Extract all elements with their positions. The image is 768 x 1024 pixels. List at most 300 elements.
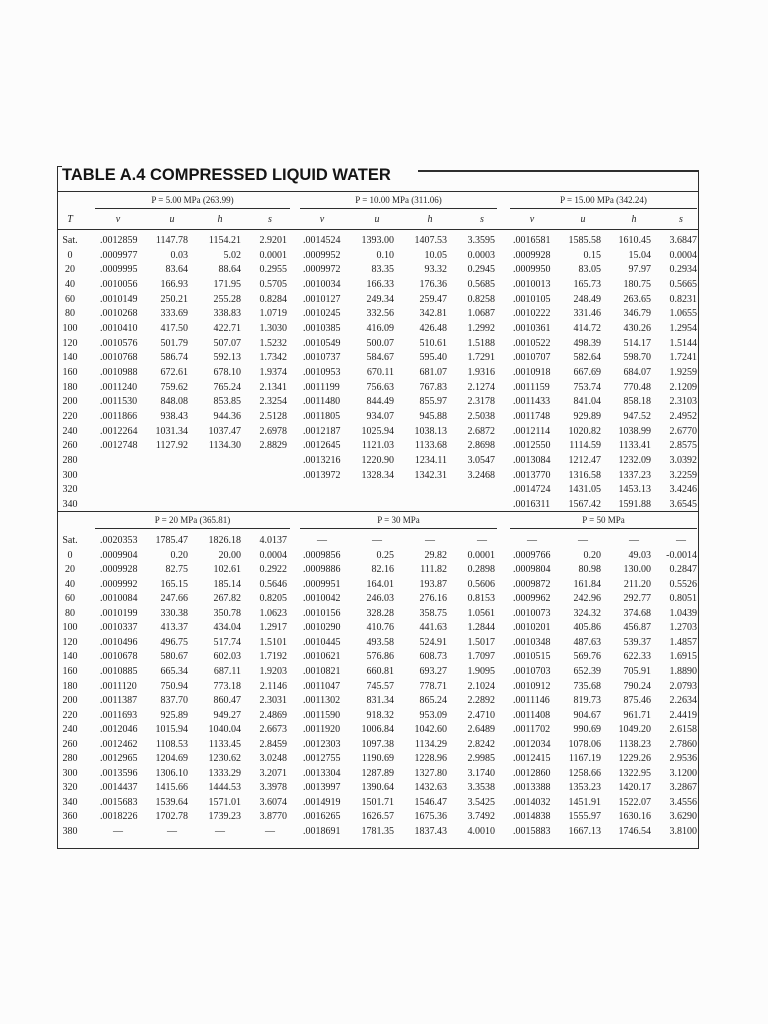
- column-header-rule: [57, 229, 699, 230]
- title-bracket-tick: [57, 166, 62, 167]
- internal-energy-cell: 82.75: [165, 564, 188, 576]
- internal-energy-cell: 333.69: [160, 308, 188, 320]
- entropy-cell: 1.2954: [669, 323, 697, 335]
- internal-energy-cell: 1667.13: [568, 826, 601, 837]
- internal-energy-cell: 250.21: [160, 293, 188, 305]
- entropy-cell: 2.6872: [467, 425, 495, 437]
- table-row: [0, 366, 700, 380]
- specific-volume-cell: .0010385: [303, 323, 341, 335]
- internal-energy-cell: 1781.35: [361, 826, 394, 837]
- enthalpy-cell: 608.73: [419, 651, 447, 663]
- pressure-header-underline: [300, 208, 497, 209]
- entropy-cell: 0.0003: [467, 249, 495, 261]
- internal-energy-cell: 759.62: [160, 381, 188, 393]
- entropy-cell: —: [265, 826, 275, 837]
- temperature-cell: 260: [62, 738, 78, 750]
- table-row: [0, 650, 700, 664]
- table-row: [0, 234, 700, 248]
- internal-energy-cell: 410.76: [366, 622, 394, 634]
- enthalpy-cell: 193.87: [419, 578, 447, 590]
- table-row: [0, 293, 700, 307]
- specific-volume-cell: .0010912: [513, 680, 551, 692]
- entropy-cell: 1.5101: [259, 636, 287, 648]
- enthalpy-cell: 767.83: [419, 381, 447, 393]
- internal-energy-cell: 665.34: [160, 665, 188, 677]
- enthalpy-cell: 434.04: [213, 622, 241, 634]
- internal-energy-cell: 1328.34: [361, 469, 394, 481]
- specific-volume-cell: .0009977: [100, 249, 138, 261]
- entropy-cell: 2.6158: [669, 724, 697, 736]
- entropy-cell: 0.5526: [669, 578, 697, 590]
- internal-energy-cell: 83.35: [371, 264, 394, 276]
- entropy-cell: 0.8284: [259, 293, 287, 305]
- enthalpy-cell: 456.87: [623, 622, 651, 634]
- internal-energy-cell: 496.75: [160, 636, 188, 648]
- enthalpy-cell: 292.77: [623, 593, 651, 605]
- enthalpy-cell: 1040.04: [208, 724, 241, 736]
- enthalpy-cell: 705.91: [623, 665, 651, 677]
- table-row: [0, 694, 700, 708]
- entropy-cell: —: [477, 535, 487, 546]
- internal-energy-cell: 83.64: [165, 264, 188, 276]
- enthalpy-cell: 259.47: [419, 293, 447, 305]
- enthalpy-cell: 507.07: [213, 337, 241, 349]
- entropy-cell: 3.0248: [259, 753, 287, 765]
- specific-volume-cell: .0011530: [100, 396, 138, 408]
- specific-volume-cell: .0013770: [513, 469, 551, 481]
- specific-volume-cell: .0010821: [303, 665, 341, 677]
- temperature-cell: 280: [62, 753, 78, 765]
- entropy-cell: 1.9095: [467, 665, 495, 677]
- enthalpy-cell: 944.36: [213, 411, 241, 423]
- specific-volume-cell: .0010084: [100, 593, 138, 605]
- internal-energy-cell: 753.74: [573, 381, 601, 393]
- temperature-cell: 260: [62, 440, 78, 452]
- temperature-cell: 20: [65, 264, 75, 276]
- specific-volume-cell: .0011240: [100, 381, 138, 393]
- entropy-cell: 1.2703: [669, 622, 697, 634]
- enthalpy-cell: 350.78: [213, 607, 241, 619]
- entropy-cell: 3.0392: [669, 455, 697, 467]
- specific-volume-cell: .0010515: [513, 651, 551, 663]
- pressure-header-underline: [95, 208, 290, 209]
- internal-energy-cell: 331.46: [573, 308, 601, 320]
- entropy-cell: 0.0004: [669, 249, 697, 261]
- specific-volume-cell: .0010410: [100, 323, 138, 335]
- temperature-cell: 180: [62, 381, 78, 393]
- enthalpy-cell: 524.91: [419, 636, 447, 648]
- specific-volume-cell: .0011433: [513, 396, 551, 408]
- internal-energy-cell: 1702.78: [155, 811, 188, 823]
- entropy-cell: 0.5665: [669, 279, 697, 290]
- internal-energy-cell: 405.86: [573, 622, 601, 634]
- specific-volume-cell: —: [113, 826, 123, 837]
- internal-energy-cell: 242.96: [573, 593, 601, 605]
- entropy-cell: 2.1341: [259, 381, 287, 393]
- table-row: [0, 665, 700, 679]
- internal-energy-cell: 1785.47: [155, 535, 188, 546]
- entropy-cell: 1.9203: [259, 665, 287, 677]
- internal-energy-cell: 831.34: [366, 695, 394, 707]
- internal-energy-cell: 844.49: [366, 396, 394, 408]
- enthalpy-cell: 20.00: [218, 549, 241, 561]
- enthalpy-cell: 778.71: [419, 680, 447, 692]
- pressure-header: P = 20 MPa (365.81): [154, 515, 231, 525]
- specific-volume-cell: .0010678: [100, 651, 138, 663]
- entropy-cell: 2.8829: [259, 440, 287, 452]
- specific-volume-cell: .0012965: [100, 753, 138, 765]
- specific-volume-cell: .0010953: [303, 367, 341, 379]
- entropy-cell: —: [676, 535, 686, 546]
- specific-volume-cell: .0013084: [513, 455, 551, 467]
- specific-volume-cell: .0012187: [303, 425, 341, 437]
- internal-energy-cell: 1097.38: [361, 738, 394, 750]
- entropy-cell: 2.7860: [669, 738, 697, 750]
- internal-energy-cell: 500.07: [366, 337, 394, 349]
- entropy-cell: 1.7192: [259, 651, 287, 663]
- specific-volume-cell: .0012550: [513, 440, 551, 452]
- specific-volume-cell: .0010549: [303, 337, 341, 349]
- specific-volume-cell: .0014724: [513, 484, 551, 496]
- enthalpy-cell: 1746.54: [618, 826, 651, 837]
- column-header-h: h: [217, 214, 223, 225]
- specific-volume-cell: .0011480: [303, 396, 341, 408]
- entropy-cell: 1.6915: [669, 651, 697, 663]
- entropy-cell: 3.8100: [669, 826, 697, 837]
- internal-energy-cell: 501.79: [160, 337, 188, 349]
- specific-volume-cell: .0013304: [303, 767, 341, 779]
- entropy-cell: 2.4710: [467, 709, 495, 721]
- column-header-u: u: [580, 214, 586, 225]
- enthalpy-cell: 678.10: [213, 367, 241, 379]
- specific-volume-cell: .0009928: [513, 249, 551, 261]
- temperature-cell: 140: [62, 352, 78, 364]
- internal-energy-cell: 0.10: [376, 249, 394, 261]
- specific-volume-cell: .0010156: [303, 607, 341, 619]
- enthalpy-cell: 853.85: [213, 396, 241, 408]
- specific-volume-cell: .0009766: [513, 549, 551, 561]
- entropy-cell: 2.8575: [669, 440, 697, 452]
- internal-energy-cell: 166.33: [366, 279, 394, 290]
- enthalpy-cell: 1042.60: [414, 724, 447, 736]
- enthalpy-cell: 875.46: [623, 695, 651, 707]
- column-header-s: s: [480, 214, 484, 225]
- entropy-cell: 2.4952: [669, 411, 697, 423]
- entropy-cell: 1.4857: [669, 636, 697, 648]
- entropy-cell: 0.5606: [467, 578, 495, 590]
- specific-volume-cell: —: [317, 535, 327, 546]
- specific-volume-cell: .0018226: [100, 811, 138, 823]
- enthalpy-cell: 111.82: [420, 564, 447, 576]
- table-row: [0, 498, 700, 512]
- entropy-cell: 0.2934: [669, 264, 697, 276]
- internal-energy-cell: 1626.57: [361, 811, 394, 823]
- entropy-cell: 1.0719: [259, 308, 287, 320]
- enthalpy-cell: 765.24: [213, 381, 241, 393]
- temperature-cell: 40: [65, 578, 75, 590]
- entropy-cell: 1.8890: [669, 665, 697, 677]
- specific-volume-cell: .0013997: [303, 782, 341, 794]
- entropy-cell: 1.0439: [669, 607, 697, 619]
- enthalpy-cell: 180.75: [623, 279, 651, 290]
- table-row: [0, 563, 700, 577]
- specific-volume-cell: .0010576: [100, 337, 138, 349]
- specific-volume-cell: .0016265: [303, 811, 341, 823]
- enthalpy-cell: 5.02: [223, 249, 241, 261]
- table-row: [0, 723, 700, 737]
- temperature-cell: Sat.: [62, 535, 78, 546]
- internal-energy-cell: 1025.94: [361, 425, 394, 437]
- enthalpy-cell: 1571.01: [208, 796, 241, 808]
- specific-volume-cell: .0012046: [100, 724, 138, 736]
- specific-volume-cell: .0020353: [100, 535, 138, 546]
- enthalpy-cell: 1739.23: [208, 811, 241, 823]
- internal-energy-cell: 1501.71: [361, 796, 394, 808]
- entropy-cell: 3.2259: [669, 469, 697, 481]
- entropy-cell: 0.5685: [467, 279, 495, 290]
- entropy-cell: -0.0014: [666, 549, 697, 561]
- specific-volume-cell: .0010149: [100, 293, 138, 305]
- table-row: [0, 278, 700, 292]
- specific-volume-cell: .0012755: [303, 753, 341, 765]
- internal-energy-cell: 0.20: [170, 549, 188, 561]
- temperature-cell: 180: [62, 680, 78, 692]
- specific-volume-cell: .0010013: [513, 279, 551, 290]
- entropy-cell: 0.5705: [259, 279, 287, 290]
- enthalpy-cell: 10.05: [424, 249, 447, 261]
- enthalpy-cell: 1230.62: [208, 753, 241, 765]
- enthalpy-cell: 1333.29: [208, 767, 241, 779]
- entropy-cell: 1.2992: [467, 323, 495, 335]
- specific-volume-cell: .0013216: [303, 455, 341, 467]
- specific-volume-cell: .0010737: [303, 352, 341, 364]
- table-row: [0, 680, 700, 694]
- specific-volume-cell: .0014437: [100, 782, 138, 794]
- enthalpy-cell: 539.37: [623, 636, 651, 648]
- temperature-cell: 0: [67, 549, 73, 561]
- table-row: [0, 410, 700, 424]
- specific-volume-cell: .0012034: [513, 738, 551, 750]
- entropy-cell: 3.2071: [259, 767, 287, 779]
- specific-volume-cell: .0014838: [513, 811, 551, 823]
- entropy-cell: 2.3254: [259, 396, 287, 408]
- enthalpy-cell: 1228.96: [414, 753, 447, 765]
- enthalpy-cell: 430.26: [623, 323, 651, 335]
- internal-energy-cell: 1220.90: [361, 455, 394, 467]
- enthalpy-cell: 1133.68: [414, 440, 447, 452]
- entropy-cell: 4.0137: [259, 535, 287, 546]
- enthalpy-cell: 945.88: [419, 411, 447, 423]
- specific-volume-cell: .0010445: [303, 636, 341, 648]
- column-header-v: v: [319, 214, 325, 225]
- internal-energy-cell: 248.49: [573, 293, 601, 305]
- internal-energy-cell: 1114.59: [569, 440, 601, 452]
- entropy-cell: 1.9316: [467, 367, 495, 379]
- enthalpy-cell: 790.24: [623, 680, 651, 692]
- entropy-cell: 2.9536: [669, 753, 697, 765]
- entropy-cell: 0.8231: [669, 293, 697, 305]
- temperature-cell: 140: [62, 651, 78, 663]
- entropy-cell: 1.0623: [259, 607, 287, 619]
- enthalpy-cell: 602.03: [213, 651, 241, 663]
- specific-volume-cell: .0012114: [513, 425, 551, 437]
- entropy-cell: 2.8459: [259, 738, 287, 750]
- internal-energy-cell: 332.56: [366, 308, 394, 320]
- internal-energy-cell: 414.72: [573, 323, 601, 335]
- entropy-cell: 3.2867: [669, 782, 697, 794]
- entropy-cell: 2.3031: [259, 695, 287, 707]
- enthalpy-cell: 88.64: [218, 264, 241, 276]
- entropy-cell: 0.5646: [259, 578, 287, 590]
- internal-energy-cell: 586.74: [160, 352, 188, 364]
- enthalpy-cell: 1038.13: [414, 425, 447, 437]
- enthalpy-cell: 1229.26: [618, 753, 651, 765]
- specific-volume-cell: .0010199: [100, 607, 138, 619]
- internal-energy-cell: 80.98: [578, 564, 601, 576]
- entropy-cell: 0.8051: [669, 593, 697, 605]
- enthalpy-cell: 1630.16: [618, 811, 651, 823]
- entropy-cell: 3.1200: [669, 767, 697, 779]
- entropy-cell: 1.0687: [467, 308, 495, 320]
- table-row: [0, 249, 700, 263]
- entropy-cell: 1.2917: [259, 622, 287, 634]
- enthalpy-cell: 338.83: [213, 308, 241, 320]
- specific-volume-cell: .0011693: [100, 709, 138, 721]
- table-row: [0, 425, 700, 439]
- specific-volume-cell: .0010105: [513, 293, 551, 305]
- enthalpy-cell: 1327.80: [414, 767, 447, 779]
- specific-volume-cell: .0010988: [100, 367, 138, 379]
- specific-volume-cell: .0014919: [303, 796, 341, 808]
- temperature-cell: 220: [62, 411, 78, 423]
- specific-volume-cell: .0011590: [303, 709, 341, 721]
- enthalpy-cell: 1453.13: [618, 484, 651, 496]
- enthalpy-cell: 1134.29: [414, 738, 447, 750]
- entropy-cell: 0.8258: [467, 293, 495, 305]
- enthalpy-cell: 1138.23: [618, 738, 651, 750]
- internal-energy-cell: 582.64: [573, 352, 601, 364]
- internal-energy-cell: 918.32: [366, 709, 394, 721]
- internal-energy-cell: 166.93: [160, 279, 188, 290]
- specific-volume-cell: .0009962: [513, 593, 551, 605]
- entropy-cell: 2.1209: [669, 381, 697, 393]
- enthalpy-cell: 1407.53: [414, 235, 447, 246]
- internal-energy-cell: 1585.58: [568, 235, 601, 246]
- temperature-cell: 80: [65, 308, 75, 320]
- internal-energy-cell: 938.43: [160, 411, 188, 423]
- entropy-cell: 0.2945: [467, 264, 495, 276]
- internal-energy-cell: 324.32: [573, 607, 601, 619]
- specific-volume-cell: —: [527, 535, 537, 546]
- enthalpy-cell: 276.16: [419, 593, 447, 605]
- enthalpy-cell: 171.95: [213, 279, 241, 290]
- table-row: [0, 709, 700, 723]
- specific-volume-cell: .0012860: [513, 767, 551, 779]
- enthalpy-cell: 15.04: [628, 249, 651, 261]
- enthalpy-cell: 342.81: [419, 308, 447, 320]
- internal-energy-cell: 1121.03: [361, 440, 394, 452]
- internal-energy-cell: 584.67: [366, 352, 394, 364]
- internal-energy-cell: 652.39: [573, 665, 601, 677]
- internal-energy-cell: 667.69: [573, 367, 601, 379]
- temperature-cell: 220: [62, 709, 78, 721]
- enthalpy-cell: 263.65: [623, 293, 651, 305]
- enthalpy-cell: 510.61: [419, 337, 447, 349]
- entropy-cell: 1.7342: [259, 352, 287, 364]
- enthalpy-cell: 595.40: [419, 352, 447, 364]
- enthalpy-cell: 1444.53: [208, 782, 241, 794]
- internal-energy-cell: 1451.91: [568, 796, 601, 808]
- internal-energy-cell: 487.63: [573, 636, 601, 648]
- table-row: [0, 767, 700, 781]
- specific-volume-cell: .0015683: [100, 796, 138, 808]
- enthalpy-cell: —: [215, 826, 225, 837]
- internal-energy-cell: 83.05: [578, 264, 601, 276]
- specific-volume-cell: .0010522: [513, 337, 551, 349]
- entropy-cell: 3.6074: [259, 796, 287, 808]
- enthalpy-cell: 860.47: [213, 695, 241, 707]
- specific-volume-cell: .0013388: [513, 782, 551, 794]
- temperature-cell: 20: [65, 564, 75, 576]
- enthalpy-cell: 773.18: [213, 680, 241, 692]
- enthalpy-cell: 681.07: [419, 367, 447, 379]
- internal-energy-cell: 1539.64: [155, 796, 188, 808]
- internal-energy-cell: 0.03: [170, 249, 188, 261]
- internal-energy-cell: 1127.92: [155, 440, 188, 452]
- internal-energy-cell: 1390.64: [361, 782, 394, 794]
- entropy-cell: 3.1740: [467, 767, 495, 779]
- column-header-s: s: [679, 214, 683, 225]
- internal-energy-cell: —: [167, 826, 177, 837]
- enthalpy-cell: 1049.20: [618, 724, 651, 736]
- specific-volume-cell: .0009950: [513, 264, 551, 276]
- internal-energy-cell: 1015.94: [155, 724, 188, 736]
- enthalpy-cell: 1134.30: [208, 440, 241, 452]
- specific-volume-cell: .0010496: [100, 636, 138, 648]
- specific-volume-cell: .0010337: [100, 622, 138, 634]
- internal-energy-cell: 0.20: [583, 549, 601, 561]
- entropy-cell: 2.9201: [259, 235, 287, 246]
- entropy-cell: 1.5188: [467, 337, 495, 349]
- internal-energy-cell: 82.16: [371, 564, 394, 576]
- temperature-cell: 380: [62, 826, 78, 837]
- entropy-cell: 2.4869: [259, 709, 287, 721]
- specific-volume-cell: .0010127: [303, 293, 341, 305]
- enthalpy-cell: 693.27: [419, 665, 447, 677]
- specific-volume-cell: .0011302: [303, 695, 341, 707]
- specific-volume-cell: .0010290: [303, 622, 341, 634]
- table-row: [0, 263, 700, 277]
- temperature-cell: 0: [67, 249, 73, 261]
- specific-volume-cell: .0010621: [303, 651, 341, 663]
- internal-energy-cell: 1306.10: [155, 767, 188, 779]
- enthalpy-cell: 255.28: [213, 293, 241, 305]
- temperature-cell: 80: [65, 607, 75, 619]
- specific-volume-cell: .0011199: [303, 381, 340, 393]
- specific-volume-cell: .0009951: [303, 578, 341, 590]
- internal-energy-cell: 837.70: [160, 695, 188, 707]
- entropy-cell: 2.2634: [669, 695, 697, 707]
- specific-volume-cell: .0011159: [513, 381, 550, 393]
- enthalpy-cell: 1420.17: [618, 782, 651, 794]
- specific-volume-cell: .0010268: [100, 308, 138, 320]
- specific-volume-cell: .0012264: [100, 425, 138, 437]
- temperature-cell: 200: [62, 396, 78, 408]
- column-header-h: h: [427, 214, 433, 225]
- table-row: [0, 752, 700, 766]
- enthalpy-cell: 684.07: [623, 367, 651, 379]
- internal-energy-cell: 493.58: [366, 636, 394, 648]
